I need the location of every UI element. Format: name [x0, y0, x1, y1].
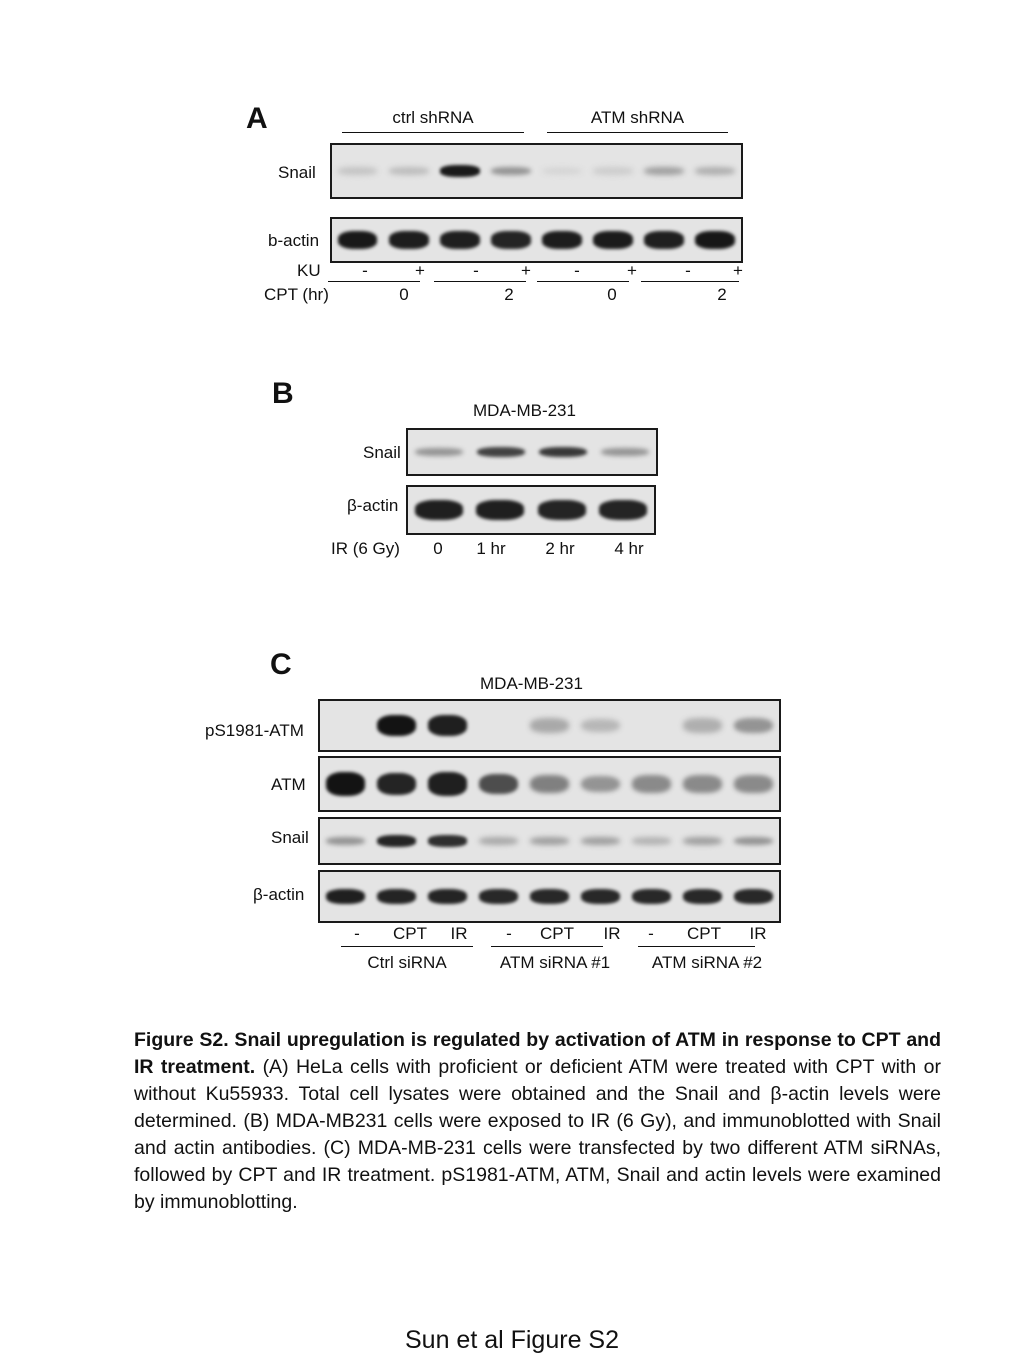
treatment-4: - — [506, 924, 512, 943]
a-snail-band-2 — [389, 167, 429, 174]
ku-value-1: - — [362, 261, 368, 280]
row-label-snail-c: Snail — [271, 828, 309, 847]
a-actin-band-6 — [593, 231, 633, 249]
group-line-ctrl-shrna — [342, 132, 524, 133]
treatment-3: IR — [450, 924, 468, 943]
ir-time-2: 1 hr — [476, 539, 506, 558]
ku-label: KU — [297, 261, 321, 280]
ir-label: IR (6 Gy) — [331, 539, 400, 558]
ku-underline-4 — [641, 281, 739, 282]
row-label-b-actin: b-actin — [268, 231, 320, 250]
caption-title: Figure S2. Snail upregulation is regulated by activation of ATM in response to CPT and IR treatment. — [134, 1029, 941, 1078]
c-actin-band-7 — [632, 889, 672, 904]
treatment-1: - — [354, 924, 360, 943]
ku-value-8: + — [733, 261, 743, 280]
cpt-value-3: 0 — [607, 285, 617, 304]
ku-value-3: - — [473, 261, 479, 280]
c-snail-band-7 — [632, 837, 672, 845]
c-atm-band-6 — [581, 776, 621, 793]
a-snail-band-5 — [542, 168, 582, 175]
c-patm-band-6 — [581, 719, 621, 733]
treatment-6: IR — [603, 924, 621, 943]
treatment-7: - — [648, 924, 654, 943]
a-actin-band-1 — [338, 231, 378, 249]
b-snail-band-1 — [415, 448, 463, 456]
blot-c-atm — [318, 756, 781, 812]
row-label-pATM: pS1981-ATM — [205, 721, 304, 740]
cell-line-c: MDA-MB-231 — [480, 674, 583, 693]
group-label-atm-shrna: ATM shRNA — [590, 108, 685, 127]
b-actin-band-4 — [599, 500, 647, 519]
c-actin-band-1 — [326, 889, 366, 904]
c-snail-band-5 — [530, 837, 570, 845]
a-snail-band-3 — [440, 165, 480, 177]
c-patm-band-5 — [530, 718, 570, 733]
b-actin-band-2 — [476, 500, 524, 519]
c-atm-band-8 — [683, 775, 723, 793]
sirna-group-1: Ctrl siRNA — [367, 953, 447, 972]
cell-line-b: MDA-MB-231 — [473, 401, 576, 420]
c-snail-band-6 — [581, 837, 621, 845]
c-actin-band-3 — [428, 889, 468, 904]
panel-c-letter: C — [270, 648, 292, 681]
c-snail-band-1 — [326, 837, 366, 845]
c-snail-band-9 — [734, 837, 774, 845]
blot-b-actin — [406, 485, 656, 535]
a-snail-band-6 — [593, 167, 633, 174]
treatment-9: IR — [749, 924, 767, 943]
c-atm-band-3 — [428, 772, 468, 795]
a-snail-band-4 — [491, 167, 531, 175]
c-patm-band-3 — [428, 715, 468, 736]
blot-c-snail — [318, 817, 781, 865]
a-actin-band-3 — [440, 231, 480, 248]
treatment-5: CPT — [540, 924, 574, 943]
c-atm-band-1 — [326, 772, 366, 796]
cpt-label: CPT (hr) — [264, 285, 329, 304]
a-actin-band-5 — [542, 231, 582, 248]
ku-underline-1 — [328, 281, 420, 282]
c-snail-band-2 — [377, 835, 417, 846]
cpt-value-2: 2 — [504, 285, 514, 304]
group-underline-3 — [638, 946, 755, 947]
a-actin-band-7 — [644, 231, 684, 248]
ir-time-3: 2 hr — [545, 539, 575, 558]
a-snail-band-7 — [644, 167, 684, 175]
treatment-2: CPT — [393, 924, 427, 943]
group-label-ctrl-shrna: ctrl shRNA — [392, 108, 474, 127]
c-patm-band-2 — [377, 715, 417, 737]
blot-b-snail — [406, 428, 658, 476]
ku-underline-3 — [537, 281, 629, 282]
row-label-snail: Snail — [278, 163, 316, 182]
ku-value-2: + — [415, 261, 425, 280]
a-snail-band-8 — [695, 167, 735, 175]
treatment-8: CPT — [687, 924, 721, 943]
c-atm-band-4 — [479, 774, 519, 795]
blot-a-actin — [330, 217, 743, 263]
ku-value-5: - — [574, 261, 580, 280]
c-atm-band-7 — [632, 775, 672, 793]
a-actin-band-4 — [491, 231, 531, 248]
row-label-actin-b: β-actin — [347, 496, 399, 515]
b-actin-band-3 — [538, 500, 586, 519]
c-atm-band-9 — [734, 775, 774, 793]
blot-c-actin — [318, 870, 781, 923]
a-snail-band-1 — [338, 167, 378, 174]
c-snail-band-4 — [479, 837, 519, 845]
a-actin-band-2 — [389, 231, 429, 248]
c-actin-band-4 — [479, 889, 519, 904]
blot-c-patm — [318, 699, 781, 752]
blot-a-snail — [330, 143, 743, 199]
b-snail-band-2 — [477, 447, 525, 458]
b-actin-band-1 — [415, 500, 463, 519]
ku-value-4: + — [521, 261, 531, 280]
ku-underline-2 — [434, 281, 526, 282]
group-line-atm-shrna — [547, 132, 728, 133]
panel-b-letter: B — [272, 377, 294, 410]
ir-time-4: 4 hr — [614, 539, 644, 558]
panel-a-letter: A — [246, 102, 268, 135]
c-patm-band-9 — [734, 718, 774, 734]
c-actin-band-6 — [581, 889, 621, 904]
group-underline-2 — [491, 946, 603, 947]
c-actin-band-2 — [377, 889, 417, 904]
row-label-snail-b: Snail — [363, 443, 401, 462]
caption-body: (A) HeLa cells with proficient or deficient ATM were treated with CPT with or without Ku55933. Total cell lysates were obtained and the Snail and β-actin levels were determined. (B) MDA-MB231 cells were exposed to IR (6 Gy), and immunoblotted with Snail and actin antibodies. (C) MDA-MB-231 cells were transfected by two different ATM siRNAs, followed by CPT and IR treatment. pS1981-ATM, ATM, Snail and actin levels were examined by immunoblotting. — [134, 1056, 941, 1213]
c-patm-band-8 — [683, 718, 723, 732]
b-snail-band-3 — [539, 447, 587, 458]
ku-value-7: - — [685, 261, 691, 280]
cpt-value-1: 0 — [399, 285, 409, 304]
group-underline-1 — [341, 946, 473, 947]
c-atm-band-5 — [530, 775, 570, 793]
c-actin-band-8 — [683, 889, 723, 904]
c-snail-band-8 — [683, 837, 723, 845]
c-actin-band-5 — [530, 889, 570, 904]
row-label-actin-c: β-actin — [253, 885, 305, 904]
a-actin-band-8 — [695, 231, 735, 249]
figure-footer: Sun et al Figure S2 — [404, 1326, 619, 1354]
c-actin-band-9 — [734, 889, 774, 904]
figure-caption — [134, 1027, 941, 1216]
sirna-group-3: ATM siRNA #2 — [651, 953, 763, 972]
ir-time-1: 0 — [433, 539, 443, 558]
c-atm-band-2 — [377, 773, 417, 796]
c-snail-band-3 — [428, 835, 468, 846]
row-label-atm: ATM — [271, 775, 306, 794]
sirna-group-2: ATM siRNA #1 — [499, 953, 611, 972]
ku-value-6: + — [627, 261, 637, 280]
b-snail-band-4 — [601, 448, 649, 456]
cpt-value-4: 2 — [717, 285, 727, 304]
